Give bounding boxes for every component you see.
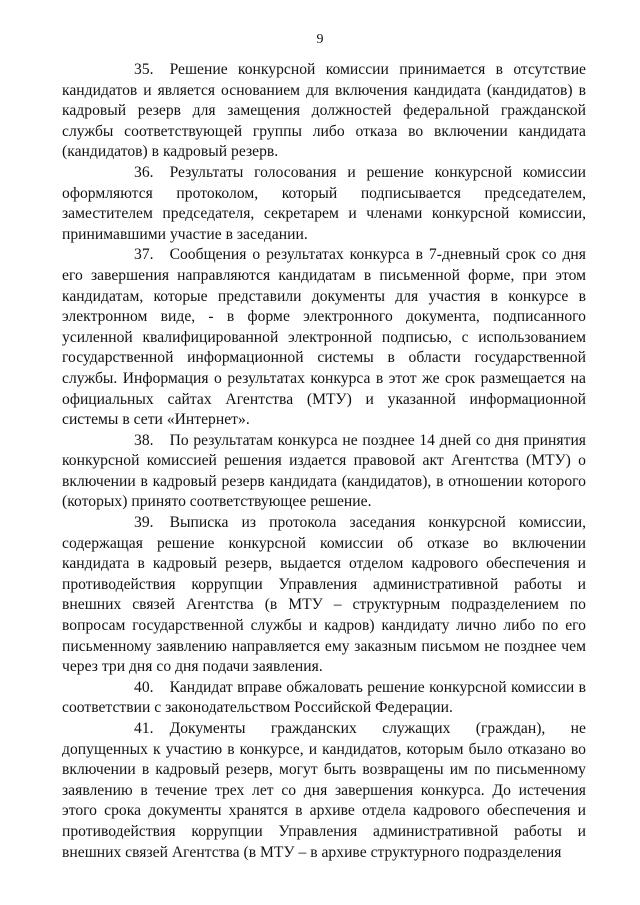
paragraph-41 xyxy=(62,719,586,863)
paragraph-number: 41. xyxy=(134,720,154,737)
paragraph-36 xyxy=(62,163,586,245)
paragraph-text: Кандидат вправе обжаловать решение конкурсной комиссии в соответствии с законодательством Российской Федерации. xyxy=(62,678,586,717)
paragraph-35 xyxy=(62,60,586,163)
paragraph-number: 38. xyxy=(134,431,154,449)
page-number: 9 xyxy=(316,32,324,47)
paragraph-number: 35. xyxy=(134,61,154,78)
paragraph-text: По результатам конкурса не позднее 14 дней со дня принятия конкурсной комиссией решения издается правовой акт Агентства (МТУ) о включении в кадровый резерв кандидата (кандидатов), в отношении которого (которых) принято соответствующее решение. xyxy=(62,431,586,511)
paragraph-number: 37. xyxy=(134,246,154,264)
paragraph-text: Документы гражданских служащих (граждан), не допущенных к участию в конкурсе, и кандидатов, которым было отказано во включении в кадровый резерв, могут быть возвращены им по письменному заявлению в течение трех лет со дня завершения конкурса. До истечения этого срока документы хранятся в архиве отдела кадрового обеспечения и противодействия коррупции Управления административной работы и внешних связей Агентства (в МТУ – в архиве структурного подразделения xyxy=(62,720,586,861)
paragraph-text: Сообщения о результатах конкурса в 7-дневный срок со дня его завершения направляются кандидатам в письменной форме, при этом кандидатам, которые представили документы для участия в конкурсе в электронном виде, - в форме электронного документа, подписанного усиленной квалифицированной электронной подписью, с использованием государственной информационной системы в области государственной службы. Информация о результатах конкурса в этот же срок размещается на официальных сайтах Агентства (МТУ) и указанной информационной системы в сети «Интернет». xyxy=(62,246,586,429)
paragraph-number: 40. xyxy=(134,678,154,696)
paragraph-39 xyxy=(62,513,586,678)
paragraph-number: 36. xyxy=(134,163,154,181)
paragraph-text: Выписка из протокола заседания конкурсной комиссии, содержащая решение конкурсной комиссии об отказе во включении кандидата в кадровый резерв, выдается отделом кадрового обеспечения и противодействия коррупции Управления административной работы и внешних связей Агентства (в МТУ – структурным подразделением по вопросам государственной службы и кадров) кандидату лично либо по его письменному заявлению направляется ему заказным письмом не позднее чем через три дня со дня подачи заявления. xyxy=(62,514,586,676)
paragraph-text: Решение конкурсной комиссии принимается в отсутствие кандидатов и является основанием для включения кандидата (кандидатов) в кадровый резерв для замещения должностей федеральной гражданской службы соответствующей группы либо отказа во включении кандидата (кандидатов) в кадровый резерв. xyxy=(62,61,586,161)
paragraph-40 xyxy=(62,678,586,719)
paragraph-38 xyxy=(62,431,586,513)
paragraph-number: 39. xyxy=(134,514,154,532)
document-body xyxy=(62,60,586,863)
paragraph-text: Результаты голосования и решение конкурсной комиссии оформляются протоколом, который подписывается председателем, заместителем председателя, секретарем и членами конкурсной комиссии, принимавшими участие в заседании. xyxy=(62,163,586,243)
paragraph-37 xyxy=(62,245,586,430)
